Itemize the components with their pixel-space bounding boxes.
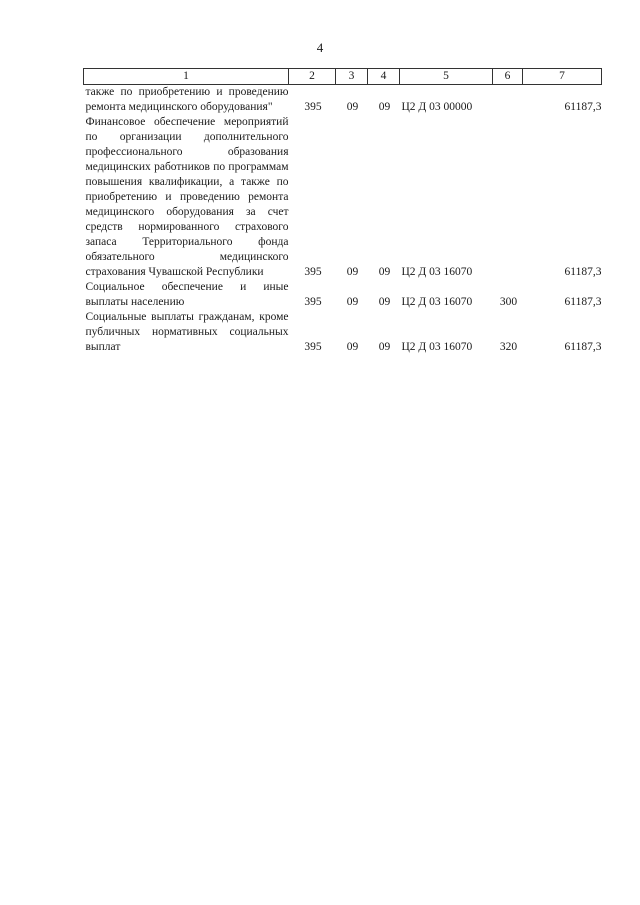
table-row [84,280,602,310]
ministry-code: 395 [304,341,322,353]
subsection-code: 09 [378,266,391,278]
row-description: Социальное обеспечение и иные выплаты населению [85,281,289,308]
column-header: 2 [289,69,336,85]
page-number: 4 [316,40,324,55]
expense-type-code [493,115,523,280]
row-description: Финансовое обеспечение мероприятий по организации дополнительного профессионального образования медицинских работников по программам повышения квалификации, а также по приобретению и проведению ремонта медицинского оборудования за счет средств нормированного страхового запаса Территориального фонда обязательного медицинского страхования Чувашской Республики [85,116,289,278]
section-code: 09 [346,101,359,113]
amount: 61187,3 [564,296,602,308]
expense-type-code: 300 [499,296,518,308]
ministry-code: 395 [304,266,322,278]
target-article-code: Ц2 Д 03 16070 [401,341,473,353]
column-header: 6 [493,69,523,85]
expense-type-code [493,85,523,116]
row-description: Социальные выплаты гражданам, кроме публичных нормативных социальных выплат [85,311,289,353]
subsection-code: 09 [378,296,391,308]
section-code: 09 [346,266,359,278]
target-article-code: Ц2 Д 03 00000 [401,101,473,113]
section-code: 09 [346,296,359,308]
column-header: 1 [84,69,289,85]
column-header: 7 [523,69,602,85]
column-header: 4 [368,69,400,85]
target-article-code: Ц2 Д 03 16070 [401,266,473,278]
row-description: также по приобретению и проведению ремонта медицинского оборудования" [85,86,289,113]
amount: 61187,3 [564,341,602,353]
table-row [84,85,602,116]
column-header: 3 [336,69,368,85]
budget-table [83,68,602,355]
expense-type-code: 320 [499,341,518,353]
table-row [84,310,602,355]
subsection-code: 09 [378,101,391,113]
amount: 61187,3 [564,101,602,113]
column-number-row [84,69,602,85]
ministry-code: 395 [304,101,322,113]
table-row [84,115,602,280]
section-code: 09 [346,341,359,353]
amount: 61187,3 [564,266,602,278]
ministry-code: 395 [304,296,322,308]
target-article-code: Ц2 Д 03 16070 [401,296,473,308]
subsection-code: 09 [378,341,391,353]
column-header: 5 [400,69,493,85]
